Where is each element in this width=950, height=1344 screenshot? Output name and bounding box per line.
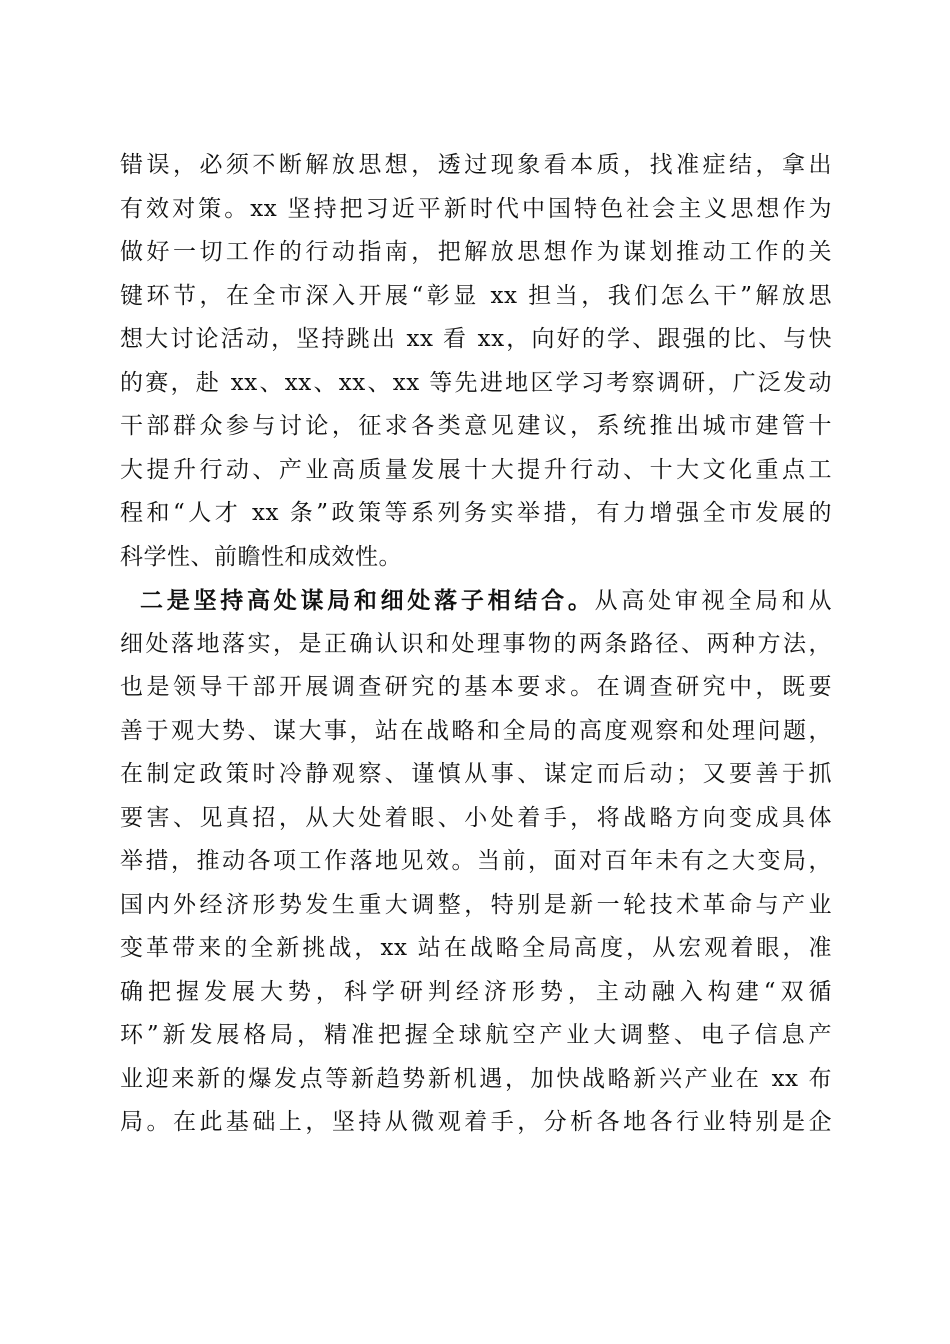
text-line: 环”新发展格局，精准把握全球航空产业大调整、电子信息产: [120, 1022, 832, 1048]
text-line: 细处落地落实，是正确认识和处理事物的两条路径、两种方法，: [120, 630, 832, 657]
text-line: 大提升行动、产业高质量发展十大提升行动、十大文化重点工: [120, 456, 832, 483]
paragraph-2: [120, 579, 832, 1145]
text-line: 局。在此基础上，坚持从微观着手，分析各地各行业特别是企: [120, 1109, 832, 1135]
text-line: 程和“人才 xx 条”政策等系列务实举措，有力增强全市发展的: [120, 500, 832, 526]
text-line: 在制定政策时冷静观察、谨慎从事、谋定而后动；又要善于抓: [120, 761, 832, 787]
text-line: 确把握发展大势，科学研判经济形势，主动融入构建“双循: [120, 978, 832, 1005]
text-line: 有效对策。xx 坚持把习近平新时代中国特色社会主义思想作为: [120, 195, 832, 222]
body-text: [120, 144, 832, 1145]
text-line: 也是领导干部开展调查研究的基本要求。在调查研究中，既要: [120, 674, 832, 700]
heading-line-rest: 从高处审视全局和从: [594, 588, 833, 614]
text-line: 干部群众参与讨论，征求各类意见建议，系统推出城市建管十: [120, 413, 832, 439]
paragraph-1: [120, 144, 832, 579]
text-line: 想大讨论活动，坚持跳出 xx 看 xx，向好的学、跟强的比、与快: [120, 326, 832, 352]
text-line: 的赛，赴 xx、xx、xx、xx 等先进地区学习考察调研，广泛发动: [120, 369, 832, 396]
paragraph-2-first-line: [120, 579, 832, 623]
text-line: 业迎来新的爆发点等新趋势新机遇，加快战略新兴产业在 xx 布: [120, 1065, 832, 1092]
text-line: 错误，必须不断解放思想，透过现象看本质，找准症结，拿出: [120, 152, 832, 178]
text-line: 善于观大势、谋大事，站在战略和全局的高度观察和处理问题，: [120, 717, 832, 744]
text-line: 科学性、前瞻性和成效性。: [120, 543, 402, 570]
text-line: 做好一切工作的行动指南，把解放思想作为谋划推动工作的关: [120, 239, 832, 265]
text-line: 国内外经济形势发生重大调整，特别是新一轮技术革命与产业: [120, 891, 832, 918]
text-line: 变革带来的全新挑战，xx 站在战略全局高度，从宏观着眼，准: [120, 935, 832, 961]
text-line: 要害、见真招，从大处着眼、小处着手，将战略方向变成具体: [120, 804, 832, 831]
text-line: 键环节，在全市深入开展“彰显 xx 担当，我们怎么干”解放思: [120, 282, 832, 309]
text-line: 举措，推动各项工作落地见效。当前，面对百年未有之大变局，: [120, 848, 832, 874]
paragraph-heading: 二是坚持高处谋局和细处落子相结合。: [140, 587, 595, 614]
